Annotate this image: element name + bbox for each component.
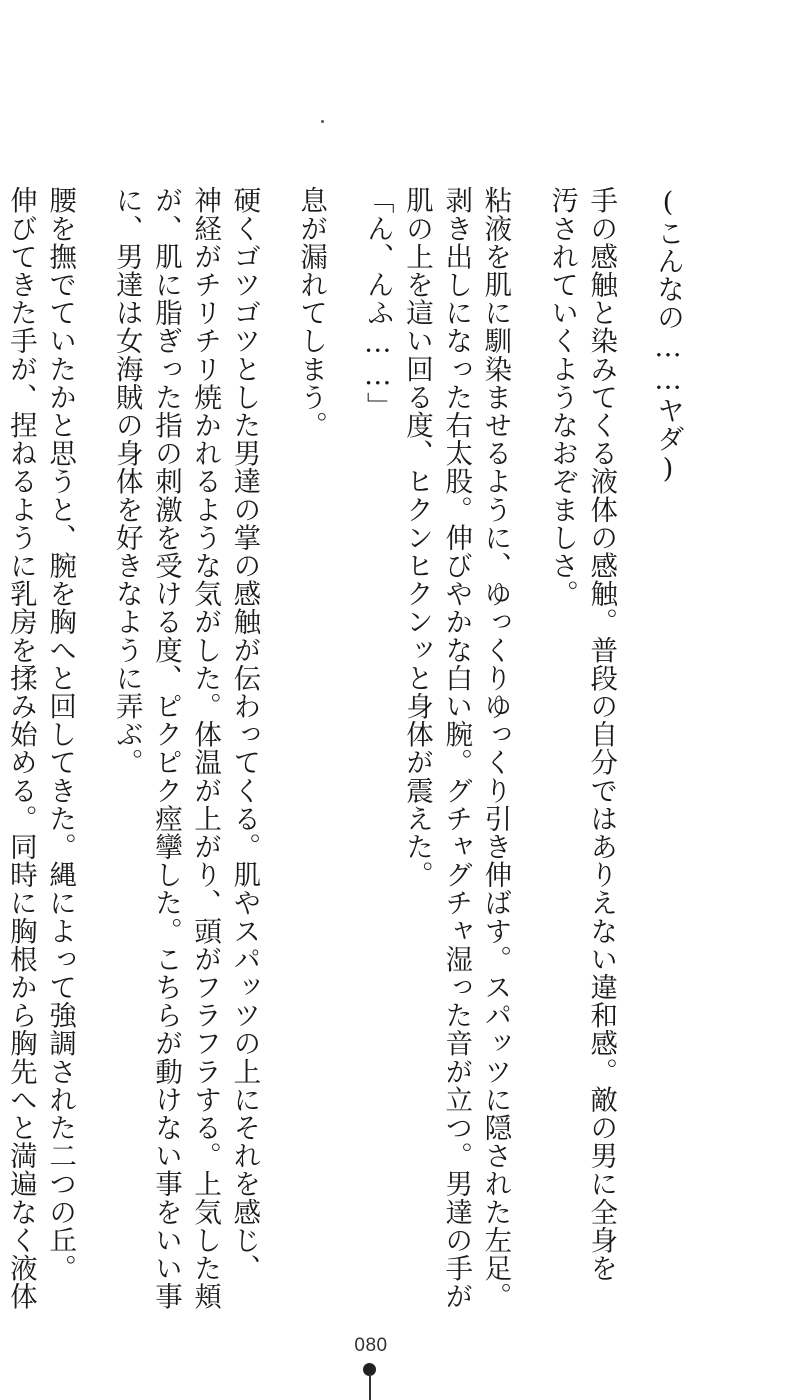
text-line xyxy=(0,186,1,1186)
text-line: (こんなの……ヤダ) xyxy=(652,186,684,485)
folio-line-ornament xyxy=(369,1374,371,1400)
text-line: 息が漏れてしまう。 xyxy=(295,186,328,439)
text-line: 硬くゴツゴツとした男達の掌の感触が伝わってくる。肌やスパッツの上にそれを感じ、 xyxy=(228,186,261,1282)
vertical-text-body xyxy=(4,186,687,1310)
text-line: 腰を撫でていたかと思うと、腕を胸へと回してきた。縄によって強調された二つの丘。 xyxy=(44,186,77,1282)
text-line: 肌の上を這い回る度、ヒクンヒクンッと身体が震えた。 xyxy=(400,186,433,889)
text-line: 神経がチリチリ焼かれるような気がした。体温が上がり、頭がフラフラする。上気した頬 xyxy=(189,186,222,1310)
text-line: に、男達は女海賊の身体を好きなように弄ぶ。 xyxy=(110,186,143,777)
text-line: 手の感触と染みてくる液体の感触。普段の自分ではありえない違和感。敵の男に全身を xyxy=(585,186,618,1282)
stray-mark xyxy=(321,120,324,123)
text-line: 汚されていくようなおぞましさ。 xyxy=(546,186,579,608)
text-line: が、肌に脂ぎった指の刺激を受ける度、ピクピク痙攣した。こちらが動けない事をいい事 xyxy=(149,186,182,1310)
text-line: 伸びてきた手が、捏ねるように乳房を揉み始める。同時に胸根から胸先へと満遍なく液体 xyxy=(4,186,37,1310)
text-line: 剥き出しになった右太股。伸びやかな白い腕。グチャグチャ湿った音が立つ。男達の手が xyxy=(440,186,473,1310)
text-line: 粘液を肌に馴染ませるように、ゆっくりゆっくり引き伸ばす。スパッツに隠された左足。 xyxy=(479,186,512,1310)
text-line: 「ん、んふ……」 xyxy=(361,186,394,420)
page-number: 080 xyxy=(354,1335,388,1356)
